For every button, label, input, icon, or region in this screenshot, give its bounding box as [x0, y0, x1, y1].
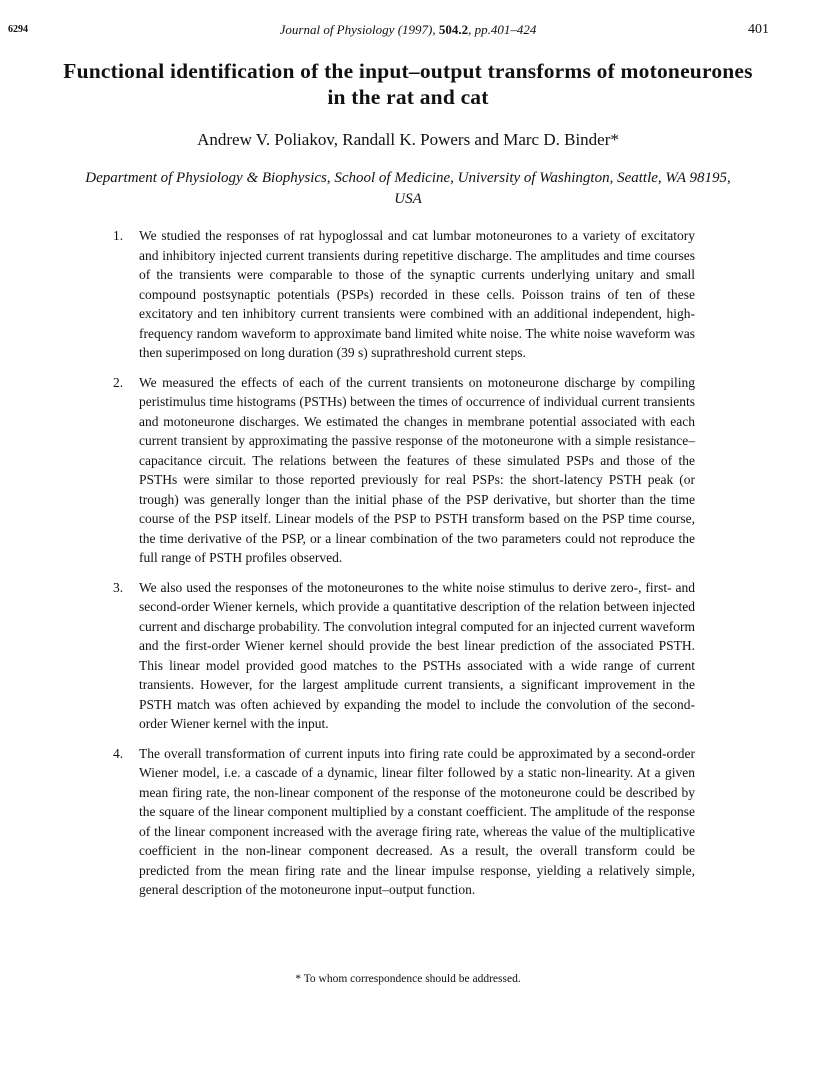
correspondence-footnote: * To whom correspondence should be addressed.: [295, 973, 521, 985]
summary-point: [113, 744, 695, 900]
page-number: 401: [748, 22, 769, 37]
summary-point: [113, 226, 695, 363]
journal-citation: [0, 22, 816, 38]
summary-point-text: We studied the responses of rat hypoglossal and cat lumbar motoneurones to a variety of excitatory and inhibitory injected current transients during repetitive discharge. The amplitudes and time courses of the transients were comparable to those of the synaptic currents underlying unitary and small compound postsynaptic potentials (PSPs) recorded in these cells. Poisson trains of ten of these excitatory and ten inhibitory current transients were combined with an additional independent, high-frequency random waveform to approximate band limited white noise. The white noise waveform was then superimposed on long duration (39 s) suprathreshold current steps.: [139, 228, 695, 360]
journal-volume: 504.2: [438, 22, 469, 37]
summary-list: [113, 226, 695, 910]
summary-point-number: 3.: [113, 579, 124, 595]
journal-pages: , pp.401–424: [468, 22, 537, 37]
summary-point-text: We measured the effects of each of the current transients on motoneurone discharge by compiling peristimulus time histograms (PSTHs) between the times of occurrence of individual current transients and motoneurone discharges. We estimated the changes in membrane potential associated with each current transient by approximating the passive response of the motoneurone with a simple resistance–capacitance circuit. The relations between the features of these simulated PSPs and those of the PSTHs were similar to those reported previously for real PSPs: the short-latency PSTH peak (or trough) was generally longer than the initial phase of the PSP derivative, but shorter than the time course of the PSP itself. Linear models of the PSP to PSTH transform based on the PSP time course, the time derivative of the PSP, or a linear combination of the two parameters could not reproduce the full range of PSTH profiles observed.: [139, 374, 695, 565]
summary-point: [113, 373, 695, 568]
summary-point-text: We also used the responses of the motoneurones to the white noise stimulus to derive zero-, first- and second-order Wiener kernels, which provide a quantitative description of the relation between injected current and discharge probability. The convolution integral computed for an injected current waveform and the first-order Wiener kernel should provide the best linear prediction of the associated PSTH. This linear model provided good matches to the PSTHs associated with a wide range of current transients. However, for the largest amplitude current transients, a significant improvement in the PSTH match was often achieved by expanding the model to include the convolution of the second-order Wiener kernel with the input.: [139, 579, 695, 731]
article-title: Functional identification of the input–output transforms of motoneurones in the rat and cat: [63, 59, 753, 109]
journal-name: Journal of Physiology: [279, 22, 395, 37]
summary-point-number: 1.: [113, 228, 124, 243]
summary-point-text: The overall transformation of current inputs into firing rate could be approximated by a second-order Wiener model, i.e. a cascade of a dynamic, linear filter followed by a static non-linearity. At a given mean firing rate, the non-linear component of the response of the motoneurone could be described by the square of the linear component multiplied by a constant coefficient. The amplitude of the response of the linear component increased with the average firing rate, whereas the value of the multiplicative coefficient in the non-linear component decreased. As a result, the overall transform could be predicted from the mean firing rate and the linear impulse response, yielding a relatively simple, general description of the motoneurone input–output function.: [139, 745, 695, 897]
summary-point-number: 2.: [113, 374, 124, 390]
document-code: 6294: [8, 24, 28, 35]
summary-point: [113, 578, 695, 734]
journal-year: (1997),: [394, 22, 439, 37]
article-affiliation: Department of Physiology & Biophysics, School of Medicine, University of Washington, Seattle, WA 98195, USA: [85, 170, 731, 207]
article-authors: Andrew V. Poliakov, Randall K. Powers and Marc D. Binder*: [197, 130, 619, 149]
summary-point-number: 4.: [113, 745, 124, 761]
